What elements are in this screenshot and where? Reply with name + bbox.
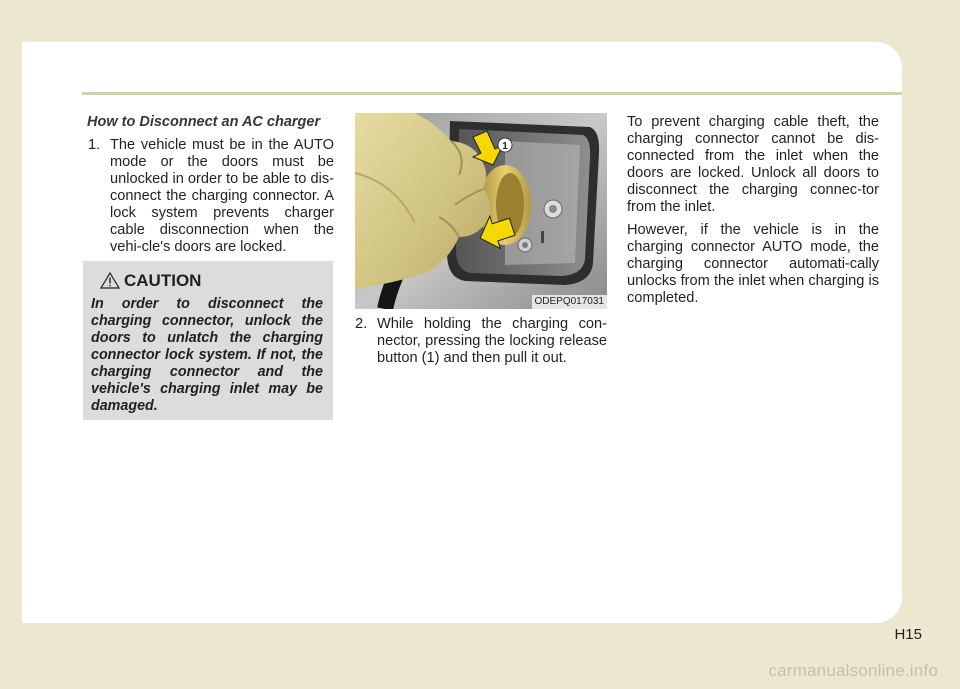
page-number: H15: [894, 626, 922, 643]
charging-connector-illustration: [355, 113, 607, 309]
watermark: carmanualsonline.info: [768, 661, 938, 680]
figure-code: ODEPQ017031: [532, 295, 608, 309]
theft-prevention-paragraph: To prevent charging cable theft, the charging connector cannot be dis-connected from the inlet when the doors are locked. Unlock all doors to disconnect the charging connec-tor from the inlet.: [627, 114, 879, 215]
right-column: [627, 114, 879, 313]
middle-column: [355, 316, 607, 367]
section-heading: How to Disconnect an AC charger: [87, 114, 321, 130]
warning-triangle-icon: [100, 272, 120, 289]
step-1-text: The vehicle must be in the AUTO mode or the doors must be unlocked in order to be able to dis-connect the charging connector. A lock system prevents charger cable disconnection when the vehi-cle's doors are locked.: [110, 137, 334, 255]
caution-title: CAUTION: [124, 271, 202, 290]
step-1-number: 1.: [88, 137, 101, 153]
step-1: [88, 137, 334, 256]
illustration-svg: [355, 113, 607, 309]
step-2-text: While holding the charging con-nector, pressing the locking release button (1) and then pull it out.: [377, 316, 607, 366]
caution-header: [100, 271, 323, 291]
step-2: [355, 316, 607, 367]
caution-text: In order to disconnect the charging connector, unlock the doors to unlatch the charging connector lock system. If not, the charging connector and the vehicle's charging inlet may be damaged.: [91, 296, 323, 414]
caution-box: [83, 261, 333, 420]
step-2-number: 2.: [355, 316, 368, 332]
left-column: [88, 114, 334, 256]
callout-number: 1: [502, 141, 508, 152]
header-rule: [82, 92, 902, 95]
auto-mode-paragraph: However, if the vehicle is in the charging connector AUTO mode, the charging connector automati-cally unlocks from the inlet when charging is completed.: [627, 222, 879, 306]
